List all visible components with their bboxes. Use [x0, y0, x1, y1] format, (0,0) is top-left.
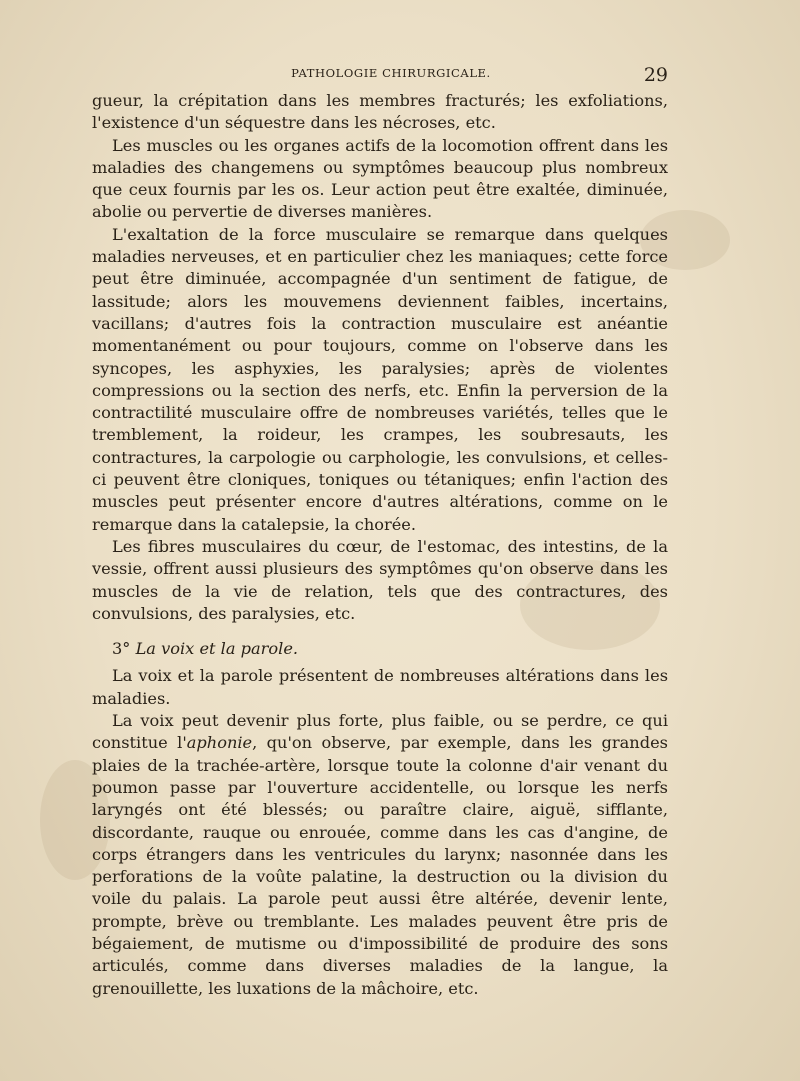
body-text	[92, 90, 668, 1000]
section-heading	[92, 638, 668, 660]
paragraph-continued: gueur, la crépitation dans les membres fracturés; les exfoliations, l'existence d'un séquestre dans les nécroses, etc.	[92, 91, 668, 133]
page-header	[92, 64, 670, 88]
voice-text-before: La voix peut devenir plus forte, plus faible, ou se perdre, ce qui constitue l'	[92, 711, 668, 753]
paragraph-muscles: Les muscles ou les organes actifs de la locomotion offrent dans les maladies des changemens ou symptômes beaucoup plus nombreux que ceux fournis par les os. Leur action peut être exaltée, diminuée, abolie ou pervertie de diverses manières.	[92, 135, 668, 222]
voice-text-after: , qu'on observe, par exemple, dans les grandes plaies de la trachée-artère, lorsque toute la colonne d'air venant du poumon passe par l'ouverture accidentelle, ou lorsque les nerfs laryngés ont été blessés; ou paraître claire, aiguë, sifflante, discordante, rauque ou enrouée, comme dans les cas d'angine, de corps étrangers dans les ventricules du larynx; nasonnée dans les perforations de la voûte palatine, la destruction ou la division du voile du palais. La parole peut aussi être altérée, devenir lente, prompte, brève ou tremblante. Les malades peuvent être pris de bégaiement, de mutisme ou d'impossibilité de produire des sons articulés, comme dans diverses maladies de la langue, la grenouillette, les luxations de la mâchoire, etc.	[92, 733, 668, 998]
paragraph-voice-intro: La voix et la parole présentent de nombreuses altérations dans les maladies.	[92, 666, 668, 708]
aphonie-term: aphonie	[186, 733, 253, 753]
paragraph-fibres: Les fibres musculaires du cœur, de l'estomac, des intestins, de la vessie, offrent aussi plusieurs des symptômes qu'on observe dans les muscles de la vie de relation, tels que des contractures, des convulsions, des paralysies, etc.	[92, 536, 668, 623]
running-head: PATHOLOGIE CHIRURGICALE.	[291, 66, 491, 80]
section-title: La voix et la parole.	[135, 639, 299, 659]
paragraph-exaltation: L'exaltation de la force musculaire se remarque dans quelques maladies nerveuses, et en particulier chez les maniaques; cette force peut être diminuée, accompagnée d'un sentiment de fatigue, de lassitude; alors les mouvemens deviennent faibles, incertains, vacillans; d'autres fois la contraction musculaire est anéantie momentanément ou pour toujours, comme on l'observe dans les syncopes, les asphyxies, les paralysies; après de violentes compressions ou la section des nerfs, etc. Enfin la perversion de la contractilité musculaire offre de nombreuses variétés, telles que le tremblement, la roideur, les crampes, les soubresauts, les contractures, la carpologie ou carphologie, les convulsions, et celles-ci peuvent être cloniques, toniques ou tétaniques; enfin l'action des muscles peut présenter encore d'autres altérations, comme on le remarque dans la catalepsie, la chorée.	[92, 224, 668, 534]
section-number: 3°	[112, 639, 131, 659]
page-number: 29	[643, 64, 668, 86]
paragraph-voice	[92, 710, 668, 1000]
